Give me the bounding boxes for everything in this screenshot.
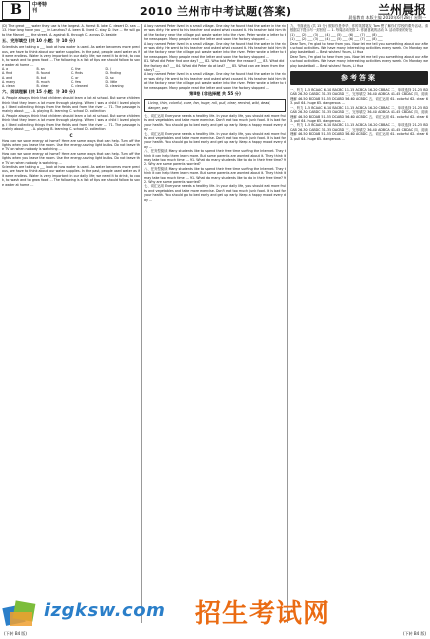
reading-passage: How can we save energy at home? Here are some ways that can help. Turn off the lights when you leave the room. Use the energy-saving light bulbs. Do not leave the TV on when nobody is watching ... xyxy=(2,151,140,165)
fill-list: (1) ___ (2) ___ (3) ___ (4) ___ (5) ___ (6) ___ (7) ___ (8) ___ xyxy=(290,32,383,37)
sample-essay: Dear Tom, I'm glad to hear from you. Now let me tell you something about our after-school activities. We have many interesting activities every week. On Monday we play basketball ... Best wishes! Yours, Li Hua xyxy=(290,54,428,68)
option: A. a xyxy=(2,67,9,72)
option: B. an xyxy=(36,67,45,72)
option: A. find xyxy=(2,71,13,76)
reading-passage: Scientists are taking a ___ look at how water is used. As water becomes more precious, we have to think about our water supplies. In the past, people used water as if it were endless. Water is very important in our daily life; we need it to drink, to cook, to wash and to grow food ... The following is a list of tips we should follow to save water at home ... xyxy=(2,164,140,187)
option: B. found xyxy=(36,71,50,76)
reading-passage: A boy named Peter lived in a small village. One day he found that the water in the river was dirty. He went to his teacher and asked what caused it. His teacher told him that the factory near the village put waste water into the river. Peter wrote a letter to the newspaper. Many people read the letter and soon the factory stopped ... xyxy=(144,41,286,59)
answer-key: 一、听力 1-5 BCAAC 6-10 BACBC 11-15 ACBCA 16-20 CBBAC 二、单项选择 21-25 BDCAB 26-30 CABDC 31-35 DACBD 三、完形填空 36-40 ADBCA 41-45 CBDAC 四、阅读理解 46-50 BCDAB 51-55 DCABD 56-60 ACBDC 五、词汇运用 61. colorful 62. clear 63. pull 64. huge 65. dangerous ... xyxy=(290,88,428,106)
answer-banner-label: 参考答案 xyxy=(341,74,377,83)
option: B. but xyxy=(36,75,47,80)
question-list: 81. What did Peter find one day? ___ 82. Who told Peter the reason? ___ 83. What did the factory do? ___ 84. What did Peter do at last? ___ 85. What can we learn from the story? ___ xyxy=(144,59,285,73)
option: A. clean xyxy=(2,84,15,89)
option: C. finds xyxy=(71,71,83,76)
reading-passage: A boy named Peter lived in a small village. One day he found that the water in the river was dirty. He went to his teacher and asked what caused it. His teacher told him that the factory near the village put waste water into the river. Peter wrote a letter to the newspaper. Many people read the letter and soon the factory stopped ... xyxy=(144,24,286,42)
answer-key: 一、听力 1-5 BCAAC 6-10 BACBC 11-15 ACBCA 16-20 CBBAC 二、单项选择 21-25 BDCAB 26-30 CABDC 31-35 DACBD 三、完形填空 36-40 ADBCA 41-45 CBDAC 四、阅读理解 46-50 BCDAB 51-55 DCABD 56-60 ACBDC 五、词汇运用 61. colorful 62. clear 63. pull 64. huge 65. dangerous ... xyxy=(290,123,428,141)
newspaper-name: 兰州晨报 xyxy=(377,3,426,17)
answer-key: 一、听力 1-5 BCAAC 6-10 BACBC 11-15 ACBCA 16-20 CBBAC 二、单项选择 21-25 BDCAB 26-30 CABDC 31-35 DACBD 三、完形填空 36-40 ADBCA 41-45 CBDAC 四、阅读理解 46-50 BCDAB 51-55 DCABD 56-60 ACBDC 五、词汇运用 61. colorful 62. clear 63. pull 64. huge 65. dangerous ... xyxy=(290,105,428,123)
column-right xyxy=(290,24,428,623)
reading-passage: A. People always think that children should learn a lot at school. But some children think that they learn a lot more through playing. When I was a child I loved playing. I liked collecting things from the fields and from the river ... 71. The passage is mainly about ___ . A. playing B. learning C. school D. collection xyxy=(2,96,140,114)
option: B. much xyxy=(36,79,50,84)
column-middle xyxy=(144,24,286,623)
vocab-passage: 七、词汇运用 Everyone needs a healthy life. In your daily life, you should eat more fruits and vegetables and take more exercise. Don't eat too much junk food. It is bad for your health. You should go to bed early and get up early. Keep a happy mood every day ... xyxy=(144,131,286,149)
option: C. or xyxy=(71,75,79,80)
column-left xyxy=(2,24,140,623)
task-reading-passage: 七、词汇运用 Everyone needs a healthy life. In your daily life, you should eat more fruits and vegetables and take more exercise. Don't eat too much junk food. It is bad for your health. You should go to bed early and get up early. Keep a happy mood every day ... xyxy=(144,184,286,202)
reading-passage: A boy named Peter lived in a small village. One day he found that the water in the river was dirty. He went to his teacher and asked what caused it. His teacher told him that the factory near the village put waste water into the river. Peter wrote a letter to the newspaper. Many people read the letter and soon the factory stopped ... xyxy=(144,72,286,90)
vocab-passage: 七、词汇运用 Everyone needs a healthy life. In your daily life, you should eat more fruits and vegetables and take more exercise. Don't eat too much junk food. It is bad for your health. You should go to bed early and get up early. Keep a happy mood every day ... xyxy=(144,113,286,132)
section-heading: 第Ⅱ卷 (非选择题 共 55 分) xyxy=(189,91,241,97)
date-line: 晨报教育 本版主编 2010年6月28日 星期一 xyxy=(348,15,426,20)
option: C. cleaned xyxy=(71,84,88,89)
option: B. clear xyxy=(36,84,49,89)
section-heading: 五、完形填空 (共 10 小题；计 10 分) xyxy=(2,38,76,44)
sample-essay: Dear Tom, I'm glad to hear from you. Now let me tell you something about our after-school activities. We have many interesting activities every week. On Monday we play basketball ... Best wishes! Yours, Li Hua xyxy=(290,41,428,55)
section-logo: B xyxy=(2,1,30,20)
writing-prompt: 九、书面表达 (共 15 分) 假如你是李华，你的英国笔友 Tom 想了解你们学校的课外活动。请根据以下提示写一封回信 ... 1. 每周活动安排 2. 你最喜欢的活动 3. 活动带来的好处 xyxy=(290,24,428,33)
section-sub-label: 中考特刊 xyxy=(32,2,48,14)
watermark-chinese: 招生考试网 xyxy=(195,599,331,629)
column-divider xyxy=(141,24,142,623)
task-reading-passage: 八、任务型阅读 Many students like to spend their free time surfing the Internet. They think it can help them learn more. But some parents are worried about it. They think it may take too much time ... 91. What do many students like to do in their free time? 92. Why are some parents worried? xyxy=(144,149,286,167)
option: C. few xyxy=(71,79,81,84)
option-grid xyxy=(2,67,140,88)
section-heading: 六、阅读理解 (共 15 小题；计 30 分) xyxy=(2,89,76,95)
fill-list: (1) ___ (2) ___ (3) ___ (4) ___ (5) ___ (6) ___ (7) ___ (8) ___ xyxy=(290,37,383,42)
option: C. the xyxy=(71,67,81,72)
option: A. many xyxy=(2,79,16,84)
footer-left: (下转 B4 版) xyxy=(4,631,27,636)
page-title: 2010 兰州市中考试题(答案) xyxy=(140,5,292,18)
word-bank-box: Living, thin, colorful, cure, fan, huge, roll, pull, clear, remind, wild, dead, danger, pay xyxy=(144,99,286,112)
exam-questions: (D) The great ___ water they use is the largest. A. forest B. lake C. desert D. sea ... 13. How long have you ___ in Lanzhou? A. been B. lived C. stay D. live ... He will go to the Marvel ___ the street. A. against B. through C. across D. beside xyxy=(2,24,140,37)
watermark-site: izgksw.com xyxy=(44,600,166,621)
option: A. and xyxy=(2,75,13,80)
passage-letter: C xyxy=(69,132,73,138)
answer-banner xyxy=(290,71,428,85)
watermark-logo-icon xyxy=(0,598,46,632)
option: D. cleaning xyxy=(105,84,124,89)
option: D. little xyxy=(105,79,118,84)
cloze-passage: Scientists are taking a ___ look at how water is used. As water becomes more precious, we have to think about our water supplies. In the past, people used water as if it were endless. Water is very important in our daily life; we need it to drink, to cook, to wash and to grow food ... The following is a list of tips we should follow to save water at home ... xyxy=(2,45,140,67)
footer-right: (下转 B4 版) xyxy=(403,631,426,636)
option: D. finding xyxy=(105,71,121,76)
task-reading-passage: 八、任务型阅读 Many students like to spend their free time surfing the Internet. They think it can help them learn more. But some parents are worried about it. They think it may take too much time ... 91. What do many students like to do in their free time? 92. Why are some parents worried? xyxy=(144,166,286,184)
reading-passage: How can we save energy at home? Here are some ways that can help. Turn off the lights when you leave the room. Use the energy-saving light bulbs. Do not leave the TV on when nobody is watching ... xyxy=(2,138,140,152)
option: D. so xyxy=(105,75,114,80)
reading-passage: A. People always think that children should learn a lot at school. But some children think that they learn a lot more through playing. When I was a child I loved playing. I liked collecting things from the fields and from the river ... 71. The passage is mainly about ___ . A. playing B. learning C. school D. collection xyxy=(2,113,140,132)
option: D. / xyxy=(105,67,112,72)
column-divider xyxy=(287,24,288,623)
page-header xyxy=(0,0,430,22)
